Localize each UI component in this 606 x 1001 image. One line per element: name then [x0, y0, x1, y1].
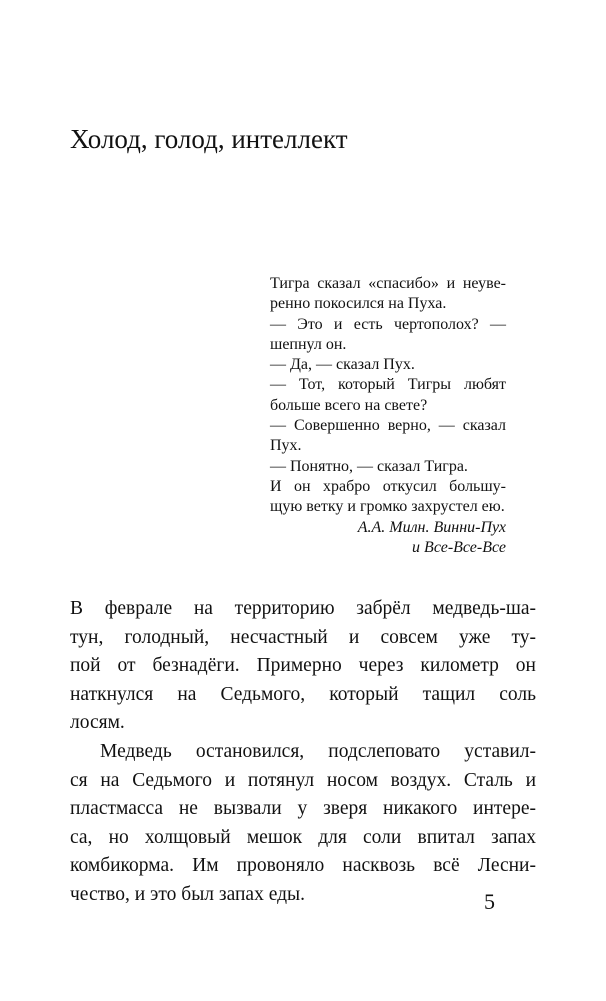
chapter-title: Холод, голод, интеллект — [70, 124, 348, 154]
body-line: пластмасса не вызвали у зверя никакого интере- — [70, 798, 536, 820]
epigraph-line: Пух. — [270, 437, 302, 455]
page-number: 5 — [484, 889, 495, 914]
epigraph-line: — Да, — сказал Пух. — [270, 356, 415, 374]
epigraph-line: Тигра сказал «спасибо» и неуве- — [270, 275, 506, 292]
epigraph-line: больше всего на свете? — [270, 396, 428, 414]
epigraph-attribution: и Все-Все-Все — [412, 538, 506, 556]
body-line: чество, и это был запах еды. — [70, 883, 306, 905]
body-line: тун, голодный, несчастный и совсем уже ту- — [70, 626, 536, 648]
epigraph-line: — Это и есть чертополох? — — [270, 315, 506, 333]
epigraph-line: щую ветку и громко захрустел ею. — [270, 498, 505, 516]
body-line: пой от безнадёги. Примерно через километр он — [70, 655, 536, 677]
body-line: ся на Седьмого и потянул носом воздух. Сталь и — [70, 769, 536, 791]
epigraph-line: — Совершенно верно, — сказал — [270, 417, 506, 435]
epigraph-line: — Понятно, — сказал Тигра. — [270, 457, 468, 475]
epigraph — [270, 274, 506, 558]
body-text — [70, 595, 536, 910]
epigraph-line: — Тот, который Тигры любят — [270, 376, 506, 394]
epigraph-line: ренно покосился на Пуха. — [270, 295, 447, 313]
epigraph-line: шепнул он. — [270, 335, 347, 353]
body-line: лосям. — [70, 712, 125, 734]
body-line: наткнулся на Седьмого, который тащил соль — [70, 683, 536, 705]
body-line: са, но холщовый мешок для соли впитал запах — [70, 826, 536, 848]
body-line: Медведь остановился, подслеповато уставил- — [100, 740, 536, 762]
body-line: комбикорма. Им провоняло насквозь всё Лесни- — [70, 855, 536, 877]
body-line: В феврале на территорию забрёл медведь-ша- — [70, 598, 536, 619]
epigraph-line: И он храбро откусил большу- — [270, 477, 506, 495]
epigraph-attribution: А.А. Милн. Винни-Пух — [357, 518, 506, 536]
